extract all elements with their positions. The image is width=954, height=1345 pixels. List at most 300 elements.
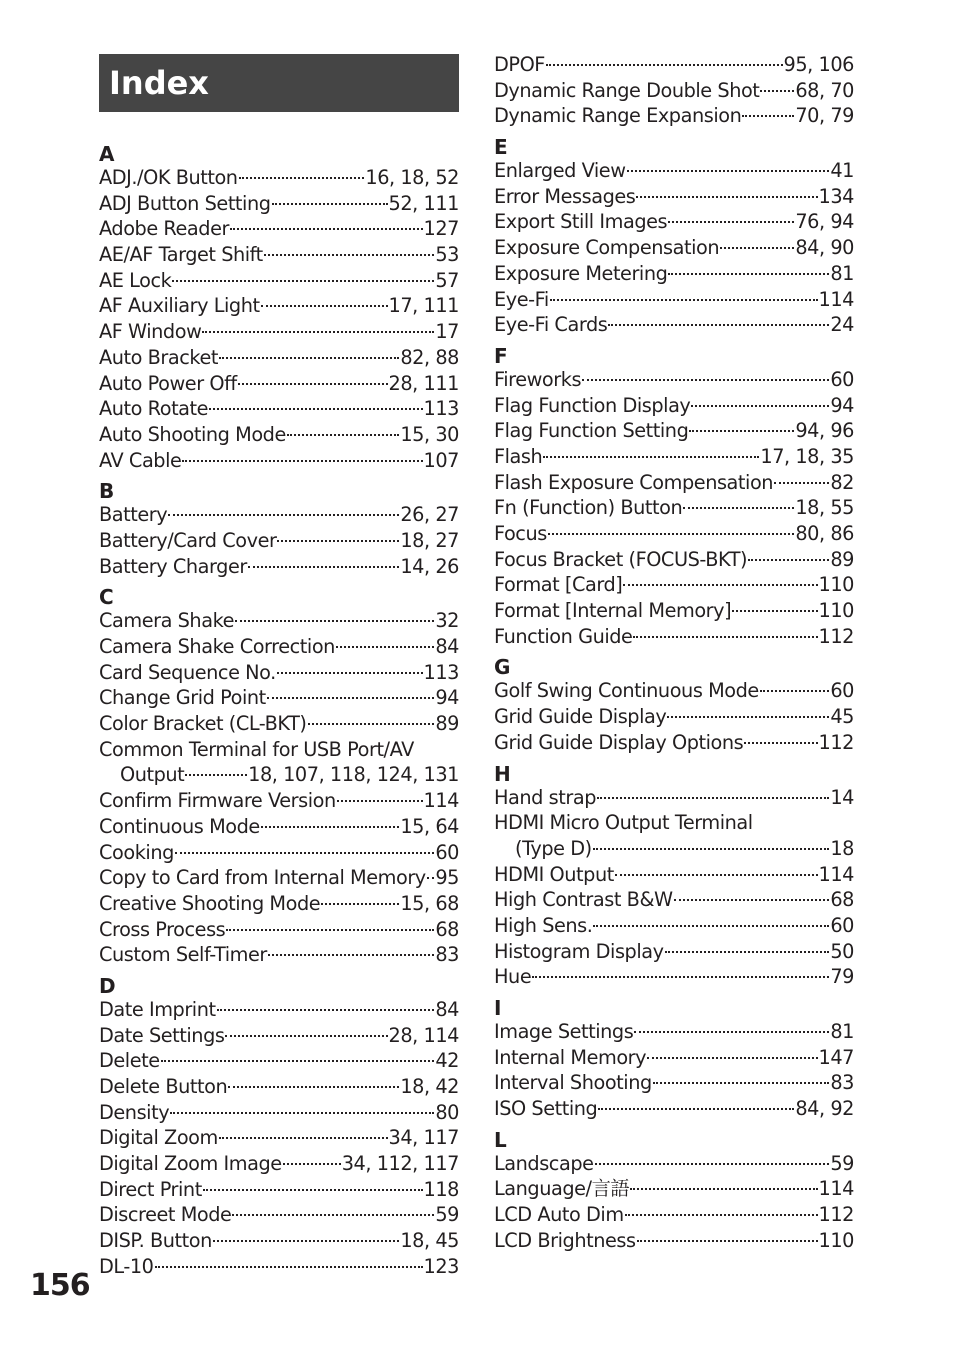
index-entry-term: Auto Bracket — [99, 345, 218, 369]
dot-leader — [277, 540, 399, 542]
index-entry — [99, 528, 459, 554]
index-entry-term: Format [Card] — [494, 573, 623, 597]
dot-leader — [597, 797, 829, 799]
section-letter: C — [99, 585, 114, 610]
index-entry-pages: 84 — [435, 635, 459, 658]
dot-leader — [336, 646, 434, 648]
index-entry-term: HDMI Output — [494, 862, 614, 886]
index-entry-pages: 95, 106 — [783, 53, 854, 76]
index-entry-pages: 45 — [830, 705, 854, 729]
dot-leader — [228, 1086, 399, 1088]
index-entry — [494, 393, 854, 419]
index-entry — [99, 165, 459, 191]
index-entry — [494, 78, 854, 104]
index-entry-term: Format [Internal Memory] — [494, 599, 732, 623]
index-entry-pages: 83 — [830, 1071, 854, 1095]
index-entry — [494, 1070, 854, 1096]
index-entry — [494, 964, 854, 990]
index-entry-pages: 94, 96 — [795, 419, 854, 443]
index-entry-pages: 68 — [435, 917, 459, 941]
index-entry-pages: 114 — [818, 1177, 854, 1201]
index-entry — [99, 1254, 459, 1280]
dot-leader — [168, 514, 399, 516]
index-entry-pages: 34, 112, 117 — [341, 1152, 459, 1176]
index-entry-pages: 114 — [818, 287, 854, 311]
index-entry-pages: 95 — [435, 866, 459, 890]
index-entry — [99, 997, 459, 1023]
index-entry — [99, 1100, 459, 1126]
index-entry-term: Camera Shake — [99, 609, 235, 633]
index-entry — [494, 1176, 854, 1202]
index-entry-term: ADJ Button Setting — [99, 191, 271, 215]
index-entry-term: Flag Function Setting — [494, 419, 689, 443]
dot-leader — [683, 507, 794, 509]
index-entry-pages: 84, 92 — [795, 1097, 854, 1121]
index-entry-term: AE Lock — [99, 268, 172, 292]
index-entry-pages: 15, 64 — [400, 814, 459, 838]
dot-leader — [337, 800, 423, 802]
dot-leader — [543, 456, 759, 458]
dot-leader — [209, 408, 422, 410]
index-entry — [99, 1023, 459, 1049]
index-entry-pages: 114 — [423, 789, 459, 813]
index-entry — [494, 418, 854, 444]
dot-leader — [264, 254, 435, 256]
dot-leader — [615, 874, 818, 876]
index-entry-term: Confirm Firmware Version — [99, 789, 336, 813]
section-letter: F — [494, 343, 508, 368]
index-entry-term: Function Guide — [494, 624, 633, 648]
index-entry — [99, 554, 459, 580]
index-entry-pages: 113 — [423, 397, 459, 421]
index-entry-pages: 94 — [830, 393, 854, 417]
index-entry — [494, 261, 854, 287]
index-entry-term: Image Settings — [494, 1020, 634, 1043]
dot-leader — [238, 383, 388, 385]
index-entry-pages: 80 — [435, 1100, 459, 1124]
index-entry — [494, 103, 854, 129]
section-letter: E — [494, 135, 508, 160]
index-entry — [99, 191, 459, 217]
dot-leader — [598, 1108, 794, 1110]
index-entry-pages: 18 — [830, 836, 854, 860]
index-entry-term: Card Sequence No. — [99, 660, 276, 684]
index-entry-pages: 52, 111 — [388, 191, 459, 215]
index-entry — [99, 448, 459, 474]
index-entry — [99, 1228, 459, 1254]
index-entry-pages: 60 — [830, 679, 854, 703]
index-entry-term: Auto Rotate — [99, 397, 209, 421]
index-entry-pages: 118 — [423, 1177, 459, 1201]
index-entry — [494, 547, 854, 573]
index-column-right — [494, 52, 854, 1254]
page-number: 156 — [30, 1268, 90, 1303]
dot-leader — [219, 1137, 388, 1139]
index-entry-term: Battery Charger — [99, 554, 247, 578]
index-entry-pages: 28, 114 — [388, 1023, 459, 1047]
dot-leader — [219, 357, 399, 359]
index-entry-term: Custom Self-Timer — [99, 943, 267, 967]
dot-leader — [203, 1189, 423, 1191]
dot-leader — [760, 690, 830, 692]
dot-leader — [732, 610, 817, 612]
dot-leader — [627, 170, 830, 172]
index-entry — [494, 52, 854, 78]
index-entry-pages: 114 — [818, 862, 854, 886]
dot-leader — [593, 925, 829, 927]
index-entry — [494, 624, 854, 650]
index-entry-pages: 79 — [830, 965, 854, 989]
dot-leader — [175, 852, 434, 854]
index-section — [494, 52, 854, 129]
dot-leader — [668, 221, 794, 223]
dot-leader — [667, 716, 829, 718]
index-entry — [99, 660, 459, 686]
index-entry — [99, 814, 459, 840]
index-entry-term: AF Window — [99, 320, 202, 344]
index-entry-term: Fireworks — [494, 367, 582, 391]
index-entry-pages: 42 — [435, 1049, 459, 1073]
index-entry — [494, 1228, 854, 1254]
index-entry-pages: 17, 111 — [388, 294, 459, 318]
dot-leader — [665, 951, 830, 953]
index-entry — [99, 762, 459, 788]
index-entry-term: High Sens. — [494, 913, 593, 937]
index-entry — [99, 242, 459, 268]
dot-leader — [232, 1214, 434, 1216]
dot-leader — [261, 826, 400, 828]
dot-leader — [668, 273, 829, 275]
dot-leader — [235, 620, 434, 622]
index-entry-pages: 14 — [830, 785, 854, 809]
index-entry — [99, 685, 459, 711]
index-entry-pages: 89 — [435, 712, 459, 736]
index-entry-pages: 18, 107, 118, 124, 131 — [248, 763, 459, 787]
index-entry-pages: 81 — [830, 261, 854, 285]
index-entry-term: Language/言語 — [494, 1177, 630, 1201]
index-entry — [99, 634, 459, 660]
index-entry-term: Cooking — [99, 840, 174, 864]
index-section — [99, 473, 459, 579]
dot-leader — [226, 929, 434, 931]
index-entry-pages: 110 — [818, 599, 854, 623]
dot-leader — [230, 228, 423, 230]
index-entry-pages: 89 — [830, 547, 854, 571]
index-entry-term: Grid Guide Display Options — [494, 730, 744, 754]
dot-leader — [182, 460, 422, 462]
dot-leader — [742, 115, 794, 117]
index-entry-term: Cross Process — [99, 917, 226, 941]
dot-leader — [155, 1266, 423, 1268]
index-entry — [99, 840, 459, 866]
index-entry-term: Date Settings — [99, 1023, 225, 1047]
index-entry-term: Histogram Display — [494, 939, 664, 963]
dot-leader — [625, 1214, 818, 1216]
index-entry-term: Delete Button — [99, 1075, 228, 1098]
dot-leader — [185, 774, 247, 776]
index-entry-pages: 134 — [818, 184, 854, 208]
dot-leader — [593, 848, 830, 850]
index-entry — [99, 396, 459, 422]
index-entry-term: Error Messages — [494, 184, 636, 208]
index-entry — [99, 268, 459, 294]
index-entry — [99, 917, 459, 943]
index-entry-term: Focus Bracket (FOCUS-BKT) — [494, 547, 748, 571]
index-entry — [494, 887, 854, 913]
index-entry-term: Dynamic Range Double Shot — [494, 78, 760, 102]
dot-leader — [720, 247, 794, 249]
index-entry-pages: 84 — [435, 997, 459, 1021]
index-entry-term: Battery — [99, 503, 168, 527]
index-section — [99, 136, 459, 473]
index-entry — [494, 1151, 854, 1177]
dot-leader — [653, 1082, 830, 1084]
index-section — [494, 990, 854, 1122]
index-entry-term: Auto Shooting Mode — [99, 422, 286, 446]
index-section — [494, 1122, 854, 1254]
right-sections — [494, 52, 854, 1254]
dot-leader — [582, 379, 829, 381]
index-entry-pages: 32 — [435, 609, 459, 633]
index-entry-pages: 60 — [830, 913, 854, 937]
dot-leader — [647, 1057, 817, 1059]
dot-leader — [161, 1060, 435, 1062]
index-entry-term: Camera Shake Correction — [99, 635, 335, 658]
index-entry-pages: 15, 68 — [400, 891, 459, 915]
index-entry — [99, 608, 459, 634]
index-entry — [494, 444, 854, 470]
index-entry — [99, 293, 459, 319]
dot-leader — [225, 1035, 387, 1037]
index-entry-pages: 80, 86 — [795, 522, 854, 545]
index-entry-pages: 60 — [830, 367, 854, 391]
index-entry — [494, 209, 854, 235]
index-entry-term: ADJ./OK Button — [99, 166, 238, 189]
index-entry — [99, 1151, 459, 1177]
index-entry-pages: 94 — [435, 686, 459, 710]
index-entry-term: Enlarged View — [494, 159, 626, 183]
section-letter: B — [99, 479, 115, 504]
index-entry-term: Creative Shooting Mode — [99, 891, 321, 915]
index-entry-term: ISO Setting — [494, 1097, 598, 1121]
index-entry-pages: 76, 94 — [795, 210, 854, 234]
index-entry-term: High Contrast B&W — [494, 888, 673, 912]
index-entry — [99, 502, 459, 528]
section-letter: I — [494, 996, 502, 1020]
index-entry — [99, 1125, 459, 1151]
index-entry-term: Output — [120, 763, 185, 787]
index-entry-pages: 110 — [818, 1228, 854, 1252]
dot-leader — [608, 324, 829, 326]
index-entry — [494, 730, 854, 756]
dot-leader — [532, 976, 829, 978]
index-entry — [99, 711, 459, 737]
index-section — [494, 756, 854, 991]
index-entry-pages: 84, 90 — [795, 236, 854, 260]
dot-leader — [691, 405, 829, 407]
index-entry-term: Dynamic Range Expansion — [494, 104, 742, 128]
index-entry-pages: 28, 111 — [388, 371, 459, 395]
index-section — [99, 579, 459, 968]
index-entry — [494, 521, 854, 547]
index-entry — [494, 287, 854, 313]
index-entry-pages: 18, 27 — [400, 528, 459, 552]
index-entry-term: Delete — [99, 1049, 160, 1073]
index-entry-term: Direct Print — [99, 1177, 202, 1201]
index-entry-term: Continuous Mode — [99, 814, 260, 838]
index-entry-pages: 82, 88 — [400, 345, 459, 369]
index-entry-term: Internal Memory — [494, 1045, 647, 1069]
index-entry-pages: 82 — [830, 470, 854, 494]
section-letter: G — [494, 655, 511, 680]
index-entry — [494, 598, 854, 624]
index-entry-term: Digital Zoom Image — [99, 1152, 282, 1176]
index-entry-term: Flash — [494, 444, 543, 468]
index-entry — [99, 865, 459, 891]
dot-leader — [744, 742, 817, 744]
dot-leader — [674, 899, 830, 901]
index-entry-pages: 83 — [435, 943, 459, 967]
index-entry-term: Color Bracket (CL-BKT) — [99, 712, 307, 736]
index-entry-pages: 53 — [435, 243, 459, 267]
dot-leader — [546, 64, 783, 66]
dot-leader — [634, 1031, 829, 1033]
index-entry-pages: 68, 70 — [795, 78, 854, 102]
index-entry-pages: 59 — [830, 1151, 854, 1175]
index-entry — [494, 913, 854, 939]
index-entry-term: Eye-Fi — [494, 287, 549, 311]
index-entry — [494, 1045, 854, 1071]
index-entry-term: Density — [99, 1100, 170, 1124]
dot-leader — [267, 697, 435, 699]
index-entry-pages: 110 — [818, 573, 854, 597]
dot-leader — [170, 1112, 434, 1114]
index-entry — [99, 1202, 459, 1228]
dot-leader — [748, 559, 829, 561]
index-entry — [494, 1019, 854, 1045]
index-entry-term: Hue — [494, 965, 532, 989]
index-entry — [99, 371, 459, 397]
dot-leader — [623, 584, 817, 586]
index-entry-pages: 70, 79 — [795, 104, 854, 128]
index-entry-term: Interval Shooting — [494, 1071, 652, 1095]
dot-leader — [248, 566, 400, 568]
index-entry-pages: 107 — [423, 448, 459, 472]
page-title: Index — [99, 54, 459, 112]
index-entry — [99, 422, 459, 448]
index-entry-pages: 113 — [423, 660, 459, 684]
index-entry — [494, 158, 854, 184]
index-entry — [494, 1096, 854, 1122]
index-entry-term: LCD Auto Dim — [494, 1203, 624, 1227]
dot-leader — [213, 1240, 400, 1242]
index-entry — [99, 1048, 459, 1074]
section-letter: L — [494, 1127, 507, 1152]
index-entry-term-line: Common Terminal for USB Port/AV — [99, 737, 414, 761]
index-entry-term: Golf Swing Continuous Mode — [494, 679, 759, 703]
index-entry — [494, 367, 854, 393]
dot-leader — [268, 954, 435, 956]
index-entry — [494, 836, 854, 862]
index-entry-pages: 68 — [830, 888, 854, 912]
index-entry — [99, 345, 459, 371]
index-entry — [99, 216, 459, 242]
index-entry-term: Exposure Compensation — [494, 236, 720, 260]
index-entry-pages: 57 — [435, 268, 459, 292]
index-entry-pages: 81 — [830, 1020, 854, 1043]
index-entry — [99, 1177, 459, 1203]
index-entry — [494, 1202, 854, 1228]
dot-leader — [550, 299, 818, 301]
index-entry — [99, 891, 459, 917]
index-entry-term: (Type D) — [515, 836, 592, 860]
index-entry-term: Date Imprint — [99, 997, 216, 1021]
dot-leader — [636, 196, 817, 198]
section-letter: D — [99, 973, 116, 998]
index-entry-pages: 15, 30 — [400, 422, 459, 446]
index-entry-pages: 41 — [830, 159, 854, 183]
index-entry — [494, 312, 854, 338]
dot-leader — [637, 1240, 818, 1242]
index-entry-term: LCD Brightness — [494, 1228, 636, 1252]
index-entry-pages: 18, 42 — [400, 1075, 459, 1098]
index-entry — [99, 942, 459, 968]
index-entry-pages: 60 — [435, 840, 459, 864]
dot-leader — [548, 533, 795, 535]
index-section — [494, 338, 854, 650]
section-letter: A — [99, 142, 115, 166]
index-entry-pages: 147 — [818, 1045, 854, 1069]
index-entry — [99, 1074, 459, 1100]
index-entry — [494, 184, 854, 210]
index-entry-pages: 16, 18, 52 — [365, 166, 459, 189]
index-entry-term: AE/AF Target Shift — [99, 243, 263, 267]
index-section — [494, 649, 854, 755]
index-entry-term: Exposure Metering — [494, 261, 668, 285]
index-entry-pages: 112 — [818, 1203, 854, 1227]
index-entry-pages: 34, 117 — [388, 1126, 459, 1150]
index-entry — [494, 470, 854, 496]
dot-leader — [760, 90, 794, 92]
dot-leader — [261, 305, 388, 307]
dot-leader — [272, 203, 388, 205]
index-entry-pages: 112 — [818, 624, 854, 648]
index-entry-pages: 17 — [435, 320, 459, 344]
index-entry — [494, 704, 854, 730]
index-entry-term: Flash Exposure Compensation — [494, 470, 774, 494]
dot-leader — [633, 636, 817, 638]
index-entry-term: Change Grid Point — [99, 686, 266, 710]
index-entry — [494, 939, 854, 965]
dot-leader — [277, 672, 423, 674]
index-entry — [494, 572, 854, 598]
index-entry-term: Flag Function Display — [494, 393, 691, 417]
dot-leader — [217, 1009, 435, 1011]
index-entry-pages: 14, 26 — [400, 554, 459, 578]
index-entry-term: DPOF — [494, 53, 545, 76]
index-entry-term: DL-10 — [99, 1254, 154, 1278]
index-entry-term: Fn (Function) Button — [494, 496, 683, 520]
dot-leader — [774, 482, 829, 484]
index-entry-pages: 112 — [818, 730, 854, 754]
dot-leader — [202, 331, 434, 333]
index-entry-term-line: HDMI Micro Output Terminal — [494, 811, 753, 835]
index-entry-term: Digital Zoom — [99, 1126, 218, 1150]
index-column-left — [99, 0, 459, 1280]
index-entry-pages: 18, 45 — [400, 1229, 459, 1253]
index-entry-term: Battery/Card Cover — [99, 528, 277, 552]
section-letter: H — [494, 761, 511, 786]
